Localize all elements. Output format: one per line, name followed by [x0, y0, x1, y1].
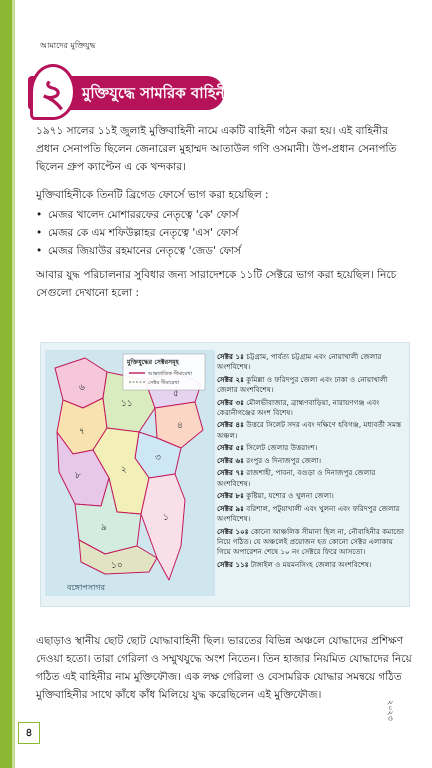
brigade-item: • মেজর জিয়াউর রহমানের নেতৃত্বে 'জেড' ফোর্স [36, 242, 412, 260]
brigade-intro: মুক্তিবাহিনীকে তিনটি ব্রিগেড ফোর্সে ভাগ করা হয়েছিল : [36, 189, 269, 201]
sector-number-1: ১ [163, 513, 169, 523]
sector-label: সেক্টর ৫ঃ [217, 443, 244, 453]
page-edge-bar-accent [12, 0, 15, 768]
sector-description: রংপুর ও দিনাজপুর জেলা। [246, 455, 322, 465]
sector-label: সেক্টর ৭ঃ [217, 468, 244, 478]
map-title: মুক্তিযুদ্ধের সেক্টরসমূহ [127, 359, 179, 366]
sector-description: কুষ্টিয়া, যশোর ও খুলনা জেলা। [246, 491, 334, 501]
brigade-item: • মেজর খালেদ মোশাররফের নেতৃত্বে 'কে' ফোর্স [36, 206, 412, 224]
sector-description: চট্টগ্রাম, পার্বত্য চট্টগ্রাম এবং নোয়াখালী জেলার অংশবিশেষ। [217, 352, 382, 372]
sector-description: রাজশাহী, পাবনা, বগুড়া ও দিনাজপুর জেলার অংশবিশেষ। [217, 468, 376, 488]
page-edge-bar [0, 0, 12, 768]
brigade-list [36, 206, 412, 260]
sector-item [217, 398, 407, 418]
sector-item [217, 456, 407, 466]
sector-item [217, 468, 407, 488]
sector-label: সেক্টর ২ঃ [217, 374, 244, 384]
sector-number-2: ২ [121, 465, 127, 475]
chapter-number: ২ [30, 64, 76, 120]
sector-description: কোনো আঞ্চলিক সীমানা ছিল না, নৌবাহিনীর কমান্ডো নিয়ে গঠিত। যে অঞ্চলেই প্রয়োজন হত কোনো সেক্টর এলাকায় গিয়ে অপারেশন শেষে ১০ নং সেক্টরে ফিরে আসতো। [217, 526, 405, 556]
page-number: ৪ [18, 722, 40, 744]
sector-item [217, 420, 407, 440]
sector-number-4: ৪ [177, 421, 183, 431]
sector-number-6: ৬ [79, 383, 85, 393]
running-head: আমাদের মুক্তিযুদ্ধ [40, 41, 96, 50]
sector-description: সিলেট জেলার উত্তরাংশ। [246, 443, 318, 453]
sector-label: সেক্টর ১১ঃ [217, 559, 249, 569]
sector-label: সেক্টর ৩ঃ [217, 397, 244, 407]
sector-map-svg [45, 350, 215, 596]
sector-number-10: ১০ [111, 561, 123, 571]
sector-number-9: ৯ [101, 523, 107, 533]
sector-number-5: ৫ [173, 389, 179, 399]
sector-intro: আবার যুদ্ধ পরিচালনার সুবিধার জন্য সারাদেশকে ১১টি সেক্টরে ভাগ করা হয়েছিল। নিচে সেগুলো দেখানো হলো : [36, 269, 397, 299]
sector-description: উত্তরে সিলেট সদর এবং দক্ষিণে হবিগঞ্জ, মধ্যবর্তী সমস্ত অঞ্চল। [217, 420, 402, 440]
closing-paragraph: এছাড়াও স্থানীয় ছোট ছোট যোদ্ধাবাহিনী ছিল। ভারতের বিভিন্ন অঞ্চলে যোদ্ধাদের প্রশিক্ষণ দেওয়া হতো। তারা গেরিলা ও সম্মুখযুদ্ধে অংশ নিতেন। তিন হাজার নিয়মিত যোদ্ধাদের নিয়ে গঠিত এই বাহিনীর নাম মুক্তিফৌজ। এক লক্ষ গেরিলা ও বেসামরিক যোদ্ধার সমন্বয়ে গঠিত মুক্তিবাহিনীর সাথে কাঁধে কাঁধ মিলিয়ে যুদ্ধ করেছিলেন এই মুক্তিফৌজ। [36, 635, 412, 701]
sector-description: কুমিল্লা ও ফরিদপুর জেলা এবং ঢাকা ও নোয়াখালী জেলার অংশবিশেষ। [217, 374, 388, 394]
sector-item [217, 352, 407, 372]
sector-list [217, 352, 407, 572]
sector-number-7: ৭ [79, 427, 85, 437]
sector-description: বরিশাল, পটুয়াখালী এবং খুলনা এবং ফরিদপুর জেলার অংশবিশেষ। [217, 503, 400, 523]
sector-description: টাঙ্গাইল ও ময়মনসিংহ জেলার অংশবিশেষ। [250, 559, 372, 569]
sector-number-8: ৮ [75, 471, 81, 481]
sector-label: সেক্টর ৬ঃ [217, 455, 244, 465]
margin-code: ২০২৩ [386, 700, 395, 721]
chapter-title: মুক্তিযুদ্ধে সামরিক বাহিনী [82, 84, 230, 102]
sector-item [217, 443, 407, 453]
sector-number-3: ৩ [155, 453, 161, 463]
sector-label: সেক্টর ৮ঃ [217, 491, 244, 501]
sector-item [217, 375, 407, 395]
sector-label: সেক্টর ৪ঃ [217, 420, 244, 430]
sector-map [45, 350, 215, 596]
brigade-item: • মেজর কে এম শফিউল্লাহর নেতৃত্বে 'এস' ফোর্স [36, 224, 412, 242]
intro-paragraph: ১৯৭১ সালের ১১ই জুলাই মুক্তিবাহিনী নামে একটি বাহিনী গঠন করা হয়। এই বাহিনীর প্রধান সেনাপতি ছিলেন জেনারেল মুহাম্মদ আতাউল গণি ওসমানী। উপ-প্রধান সেনাপতি ছিলেন গ্রুপ ক্যাপ্টেন এ কে খন্দকার। [36, 125, 397, 173]
sector-label: সেক্টর ১০ঃ [217, 526, 249, 536]
sector-item [217, 527, 407, 558]
sector-label: সেক্টর ১ঃ [217, 352, 244, 361]
sector-item [217, 560, 407, 570]
bay-label: বঙ্গোপসাগর [67, 583, 105, 592]
sector-item [217, 491, 407, 501]
sector-number-11: ১১ [121, 399, 133, 409]
sector-label: সেক্টর ৯ঃ [217, 503, 244, 513]
sector-description: মৌলভীবাজার, ব্রাহ্মণবাড়িয়া, নারায়ণগঞ্জ এবং কেরানীগঞ্জের অংশ বিশেষ। [217, 397, 380, 417]
legend-sector: সেক্টর সীমারেখা [148, 380, 180, 386]
legend-international: আন্তর্জাতিক সীমারেখা [148, 371, 192, 377]
sector-item [217, 504, 407, 524]
